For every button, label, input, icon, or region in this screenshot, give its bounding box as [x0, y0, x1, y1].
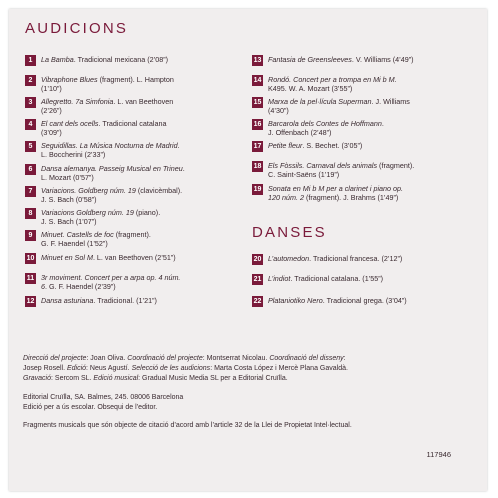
credits-line [23, 421, 473, 431]
credits-line [23, 393, 473, 403]
track-info: . L. van Beethoven (2’51”) [92, 253, 176, 262]
track-info: (fragment). J. Brahms (1’49”) [303, 193, 399, 203]
track-info: . Tradicional mexicana (2’08”) [73, 55, 169, 64]
track-text [41, 230, 151, 249]
track-title: 120 núm. 2 [268, 193, 304, 203]
track-title: L’indiot [268, 274, 291, 283]
track-line [41, 97, 173, 106]
track-line [268, 161, 414, 170]
track-text [41, 119, 166, 138]
track-info: . S. Bechet. (3’05”) [302, 141, 363, 150]
track-line [268, 254, 402, 263]
track-info: . [381, 119, 384, 128]
track-title: Variacions. Goldberg núm. 19 [41, 186, 136, 195]
track-title: Vibraphone Blues [41, 75, 98, 84]
track-info: L. Mozart (0’57”) [41, 173, 94, 183]
track-line [41, 253, 176, 262]
track-title: Petite fleur [268, 141, 303, 150]
track-line [268, 141, 362, 150]
credit-text: : Neus Agustí. [86, 365, 132, 372]
track-title: Variacions Goldberg núm. 19 [41, 208, 134, 217]
track-line [268, 128, 384, 137]
track-number-badge: 2 [25, 75, 36, 86]
track-line [41, 282, 180, 291]
track-line [41, 106, 173, 115]
credit-role: Edició musical [93, 375, 139, 382]
track-title: Marxa de la pel·lícula Superman [268, 97, 372, 106]
track-text [41, 55, 168, 64]
track-info: . J. Williams [371, 97, 410, 106]
track-line [41, 208, 160, 217]
track-line [41, 119, 166, 128]
track-number-badge: 19 [253, 186, 262, 193]
track-number-badge: 8 [25, 208, 36, 219]
credit-role: Coordinació del projecte [127, 355, 203, 362]
credit-text: : [343, 355, 346, 362]
cd-back-cover [9, 9, 487, 491]
track-line [41, 217, 160, 226]
track-line [268, 184, 403, 193]
credit-text: Fragments musicals que són objecte de citació d’acord amb l’article 32 de la Llei de Propietat Intel·lectual. [23, 422, 352, 429]
track-line [268, 119, 384, 128]
track-line [268, 97, 410, 106]
track-info: L. Boccherini (2’33”) [41, 150, 106, 160]
track-line [41, 75, 174, 84]
track-title: Els Fòssils. Carnaval dels animals [268, 161, 378, 170]
track-info: G. F. Haendel (1’52”) [41, 239, 108, 249]
track-title: Sonata en Mi b M per a clarinet i piano op. [268, 184, 404, 193]
track-title: El cant dels ocells [41, 119, 99, 128]
track-info: J. S. Bach (1’07”) [41, 217, 97, 227]
track-info: K495. W. A. Mozart (3’55”) [268, 84, 353, 94]
track-number-badge: 1 [25, 55, 36, 66]
track-number-badge: 9 [25, 230, 36, 241]
track-text [41, 186, 182, 205]
track-title: Plataniotiko Nero [268, 296, 323, 305]
track-text [268, 97, 410, 116]
track-line [41, 164, 185, 173]
track-text [41, 253, 176, 262]
credits-line [23, 364, 473, 374]
track-number-badge: 15 [253, 99, 262, 106]
track-info: (4’30”) [268, 106, 289, 116]
track-number-badge: 10 [26, 255, 35, 262]
credit-text: : Joan Oliva. [86, 355, 128, 362]
track-number-badge: 21 [253, 276, 262, 283]
track-number-badge: 12 [26, 298, 35, 305]
track-info: . Tradicional grega. (3’04”) [322, 296, 407, 305]
track-info: . Tradicional catalana. (1’55”) [290, 274, 384, 283]
track-line [268, 106, 410, 115]
track-title: Fantasia de Greensleeves [268, 55, 352, 64]
track-line [41, 273, 180, 282]
track-number-badge: 14 [253, 77, 262, 84]
track-line [268, 55, 414, 64]
track-info: . V. Williams (4’49”) [351, 55, 414, 64]
credit-text: : Sercom SL. [51, 375, 94, 382]
track-line [41, 186, 182, 195]
track-info: (3’09”) [41, 128, 62, 138]
track-line [41, 128, 166, 137]
credit-role: Gravació [23, 375, 52, 382]
track-text [268, 55, 414, 64]
credit-text: : Marta Costa López i Mercè Plana Gavaldà. [210, 365, 348, 372]
track-text [268, 75, 397, 94]
track-number-badge: 13 [253, 57, 262, 64]
credit-text: Josep Rosell. [23, 365, 67, 372]
track-info: . G. F. Haendel (2’39”) [45, 282, 116, 292]
track-number-badge: 17 [253, 143, 262, 150]
track-text [41, 296, 157, 305]
track-text [41, 208, 160, 227]
track-info: . [182, 164, 185, 173]
track-number-badge: 11 [26, 275, 35, 282]
track-number-badge: 6 [25, 164, 36, 175]
credits-line [23, 354, 473, 364]
track-title: L’automedon [268, 254, 310, 263]
track-info: (fragment). [377, 161, 415, 170]
track-title: 6 [41, 282, 45, 292]
track-line [268, 296, 407, 305]
track-number-badge: 16 [253, 121, 262, 128]
track-title: La Bamba [41, 55, 74, 64]
danses-title: DANSES [252, 224, 327, 241]
track-number-badge: 22 [253, 298, 262, 305]
track-line [41, 296, 157, 305]
track-number-badge: 5 [25, 141, 36, 152]
credit-text: Editorial Cruïlla, SA. Balmes, 245. 08006 Barcelona [23, 394, 184, 401]
track-text [41, 141, 180, 160]
track-line [41, 195, 182, 204]
credits-legal-notice [23, 421, 473, 431]
track-line [41, 239, 151, 248]
track-line [41, 55, 168, 64]
credit-role: Coordinació del disseny [269, 355, 344, 362]
track-info: (fragment). L. Hampton [97, 75, 174, 84]
track-info: C. Saint-Saëns (1’19”) [268, 170, 340, 180]
track-info: (1’10”) [41, 84, 62, 94]
track-text [268, 254, 402, 263]
credit-text: Edició per a ús escolar. Obsequi de l’editor. [23, 404, 158, 411]
credit-role: Selecció de les audicions [131, 365, 211, 372]
credits-publisher [23, 393, 473, 413]
track-info: (piano). [133, 208, 161, 217]
track-number-badge: 7 [25, 186, 36, 197]
track-text [41, 97, 173, 116]
track-info: J. S. Bach (0’58”) [41, 195, 97, 205]
track-info: . Tradicional francesa. (2’12”) [309, 254, 403, 263]
track-number-badge: 18 [253, 163, 262, 170]
track-number-badge: 3 [25, 97, 36, 108]
track-title: Dansa asturiana [41, 296, 94, 305]
track-line [268, 274, 383, 283]
track-title: Seguidillas. La Música Nocturna de Madrid [41, 141, 178, 150]
track-text [268, 161, 414, 180]
track-text [41, 75, 174, 94]
track-title: Dansa alemanya. Passeig Musical en Trineu [41, 164, 183, 173]
track-line [268, 170, 414, 179]
track-line [268, 193, 403, 202]
track-text [268, 141, 362, 150]
track-info: J. Offenbach (2’48”) [268, 128, 332, 138]
track-title: Allegretto. 7a Simfonia [41, 97, 114, 106]
track-info: (fragment). [113, 230, 151, 239]
track-text [41, 273, 180, 292]
audicions-title: AUDICIONS [25, 20, 129, 37]
track-number-badge: 20 [253, 256, 262, 263]
track-title: Minuet en Sol M [41, 253, 93, 262]
track-title: Barcarola dels Contes de Hoffmann [268, 119, 382, 128]
credit-role: Direcció del projecte [23, 355, 87, 362]
credits-line [23, 374, 473, 384]
track-info: . Tradicional. (1’21”) [93, 296, 157, 305]
track-info: . [177, 141, 180, 150]
track-line [41, 230, 151, 239]
track-title: Minuet. Castells de foc [41, 230, 114, 239]
track-text [268, 296, 407, 305]
track-line [41, 150, 180, 159]
credits-production [23, 354, 473, 384]
track-info: (2’26”) [41, 106, 62, 116]
track-info: . Tradicional catalana [98, 119, 167, 128]
track-title: Rondó. Concert per a trompa en Mi b M. [268, 75, 397, 84]
credit-text: : Gradual Music Media SL per a Editorial Cruïlla. [138, 375, 288, 382]
track-text [41, 164, 185, 183]
track-line [268, 84, 397, 93]
track-line [41, 84, 174, 93]
track-text [268, 119, 384, 138]
catalog-number: 117946 [426, 450, 451, 459]
credit-role: Edició [66, 365, 87, 372]
credits-line [23, 403, 473, 413]
track-title: 3r moviment. Concert per a arpa op. 4 núm. [41, 273, 181, 282]
track-text [268, 274, 383, 283]
track-line [41, 141, 180, 150]
track-line [268, 75, 397, 84]
track-info: . L. van Beethoven [113, 97, 174, 106]
track-number-badge: 4 [25, 119, 36, 130]
track-text [268, 184, 403, 203]
track-info: (clavicèmbal). [135, 186, 183, 195]
credit-text: : Montserrat Nicolau. [202, 355, 270, 362]
track-line [41, 173, 185, 182]
